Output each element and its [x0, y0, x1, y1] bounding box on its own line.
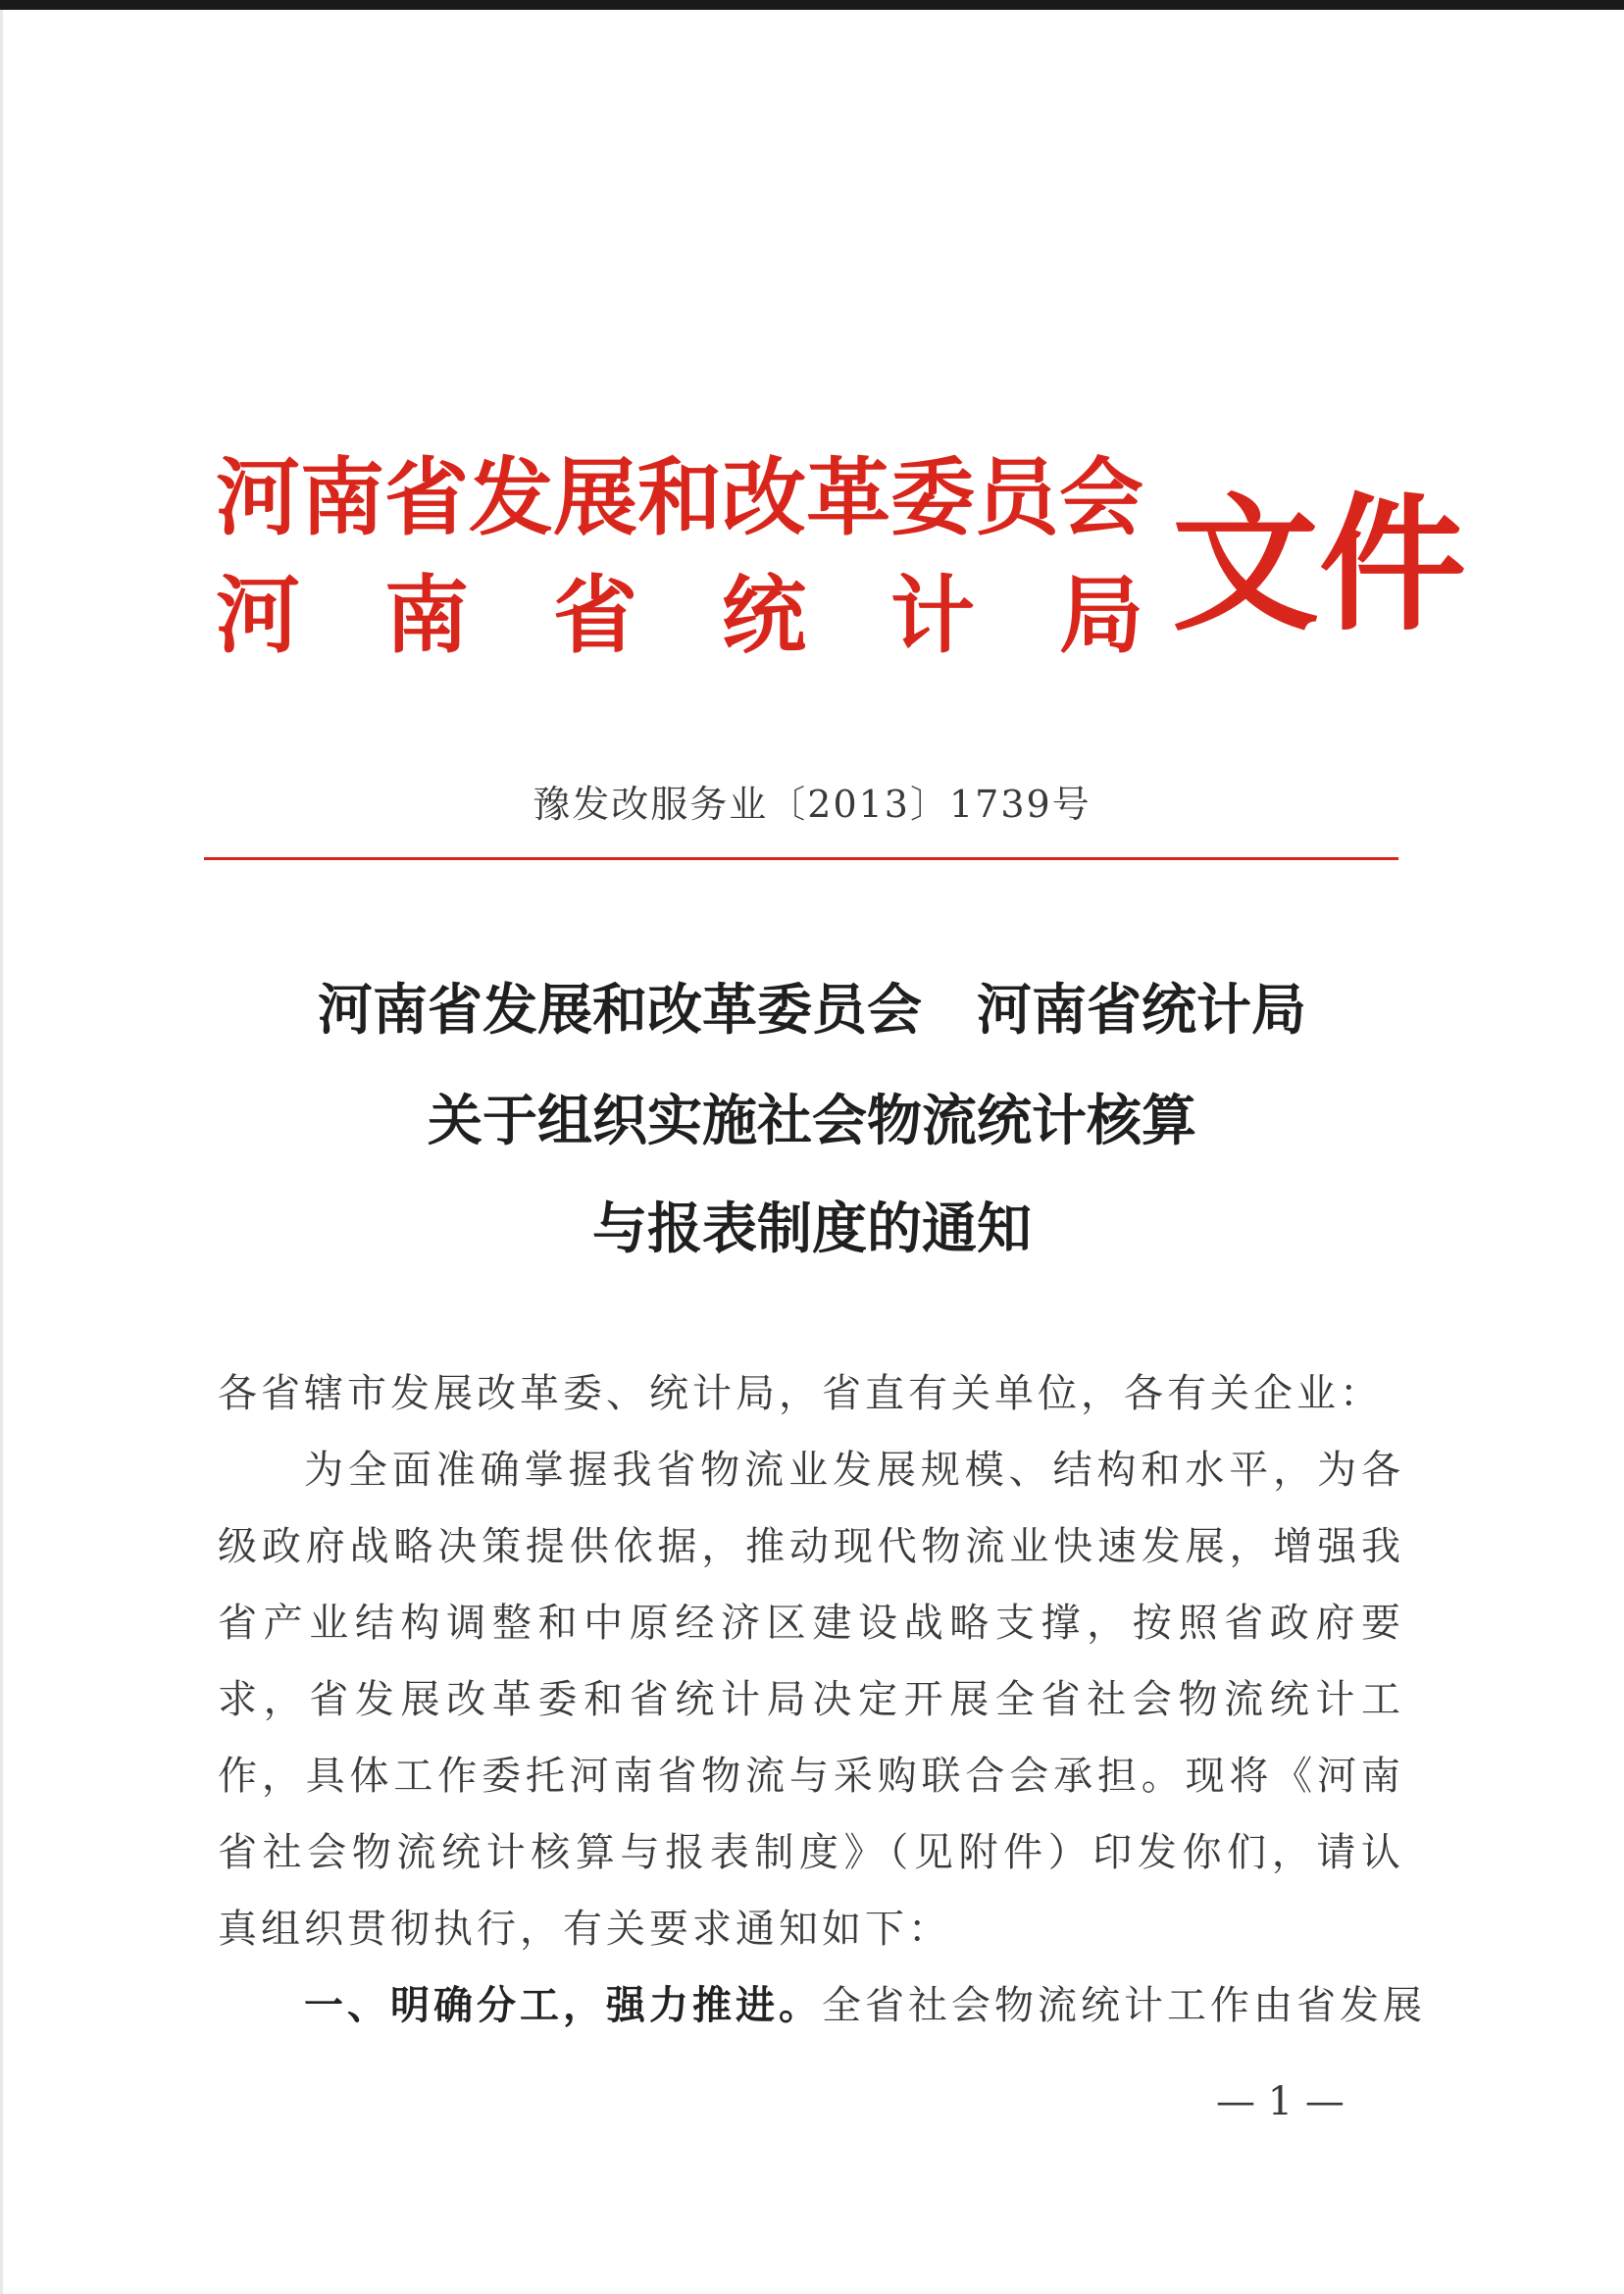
masthead-issuer-line1: 河南省发展和改革委员会 — [216, 449, 1143, 547]
masthead-char: 河 — [216, 567, 300, 665]
masthead-char: 局 — [1059, 567, 1143, 665]
red-masthead — [216, 432, 1467, 677]
intro-paragraph: 为全面准确掌握我省物流业发展规模、结构和水平，为各级政府战略决策提供依据，推动现代物流业快速发展，增强我省产业结构调整和中原经济区建设战略支撑，按照省政府要求，省发展改革委和省统计局决定开展全省社会物流统计工作，具体工作委托河南省物流与采购联合会承担。现将《河南省社会物流统计核算与报表制度》（见附件）印发你们，请认真组织贯彻执行，有关要求通知如下： — [218, 1448, 1404, 1952]
masthead-char: 统 — [722, 567, 806, 665]
red-separator-line — [204, 857, 1398, 860]
masthead-document-word: 文件 — [1172, 481, 1467, 651]
title-line-2: 关于组织实施社会物流统计核算 — [428, 1089, 1196, 1153]
title-line-3: 与报表制度的通知 — [592, 1197, 1032, 1261]
masthead-issuer-line2 — [216, 567, 1157, 665]
document-number: 豫发改服务业〔2013〕1739号 — [533, 783, 1091, 826]
section-1-heading: 一、明确分工，强力推进。 — [304, 1982, 822, 2028]
salutation: 各省辖市发展改革委、统计局，省直有关单位，各有关企业： — [218, 1371, 1383, 1416]
title-line-1: 河南省发展和改革委员会 河南省统计局 — [318, 978, 1306, 1043]
masthead-char: 南 — [384, 567, 469, 665]
section-1-text: 全省社会物流统计工作由省发展 — [822, 1983, 1426, 2028]
masthead-char: 计 — [890, 567, 975, 665]
scan-top-edge — [0, 0, 1624, 10]
section-1-paragraph — [218, 1967, 1426, 2044]
page-number: — 1 — — [1216, 2079, 1345, 2124]
masthead-char: 省 — [553, 567, 637, 665]
